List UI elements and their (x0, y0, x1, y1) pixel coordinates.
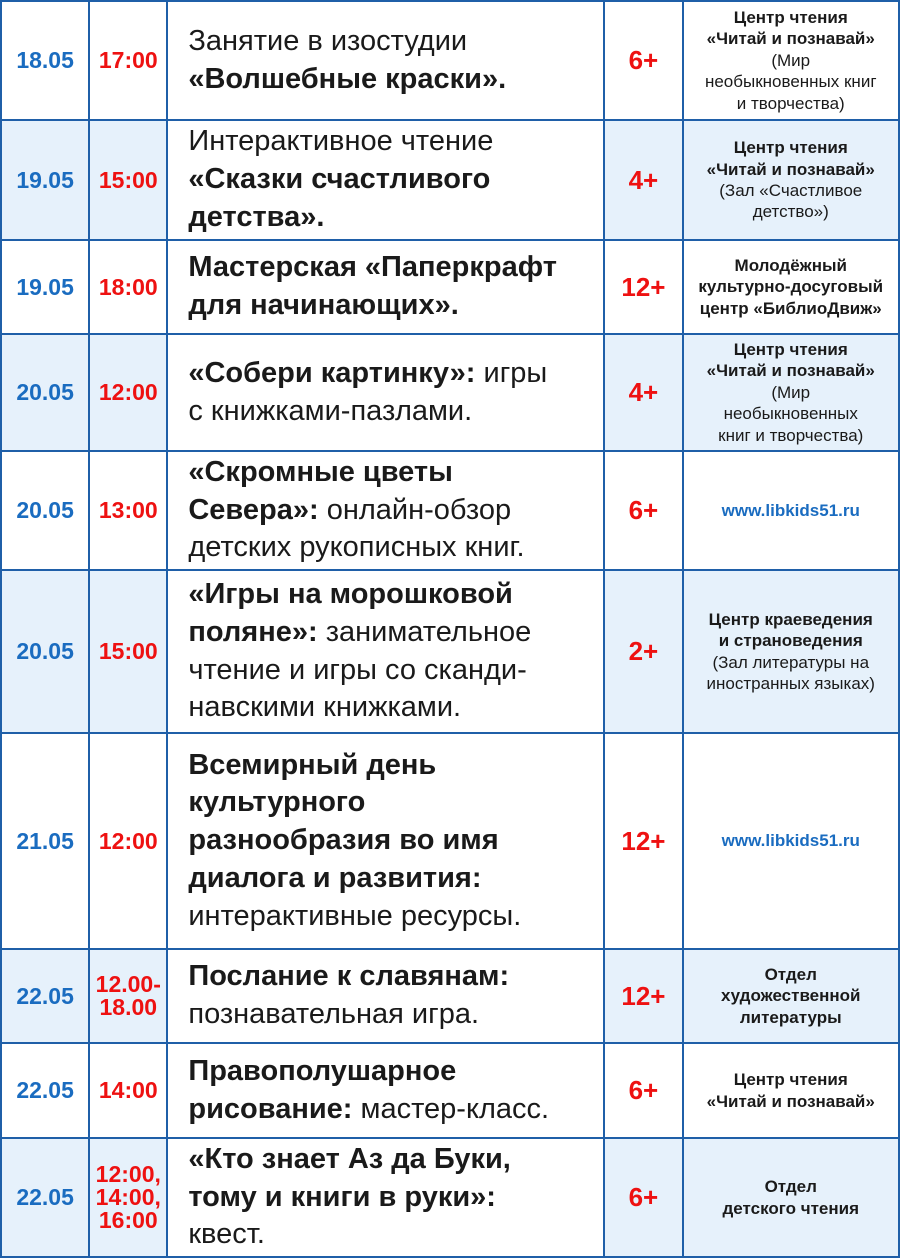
venue-name: Центр чтения «Читай и познавай» (706, 339, 875, 381)
event-title-bold: Мастерская «Паперкрафт для начинающих». (188, 251, 557, 321)
event-title-plain: Занятие в изостудии (188, 24, 468, 57)
event-title-rest: квест. (188, 1218, 265, 1251)
event-row (1, 733, 899, 949)
event-venue (683, 240, 900, 334)
event-age-rating: 6+ (604, 1043, 682, 1138)
event-title-bold: Правополушарное рисование: (188, 1054, 457, 1125)
event-title-rest: интерактивные ресурсы. (188, 899, 522, 932)
event-venue (683, 334, 900, 451)
event-time: 13:00 (89, 451, 167, 570)
event-title-rest: занимательное чтение и игры со сканди- навскими книжками. (188, 615, 532, 724)
event-time: 12.00- 18.00 (89, 949, 167, 1043)
event-title (167, 451, 604, 570)
event-row (1, 1043, 899, 1138)
event-venue (683, 570, 900, 733)
event-title-bold: «Волшебные краски». (188, 62, 507, 95)
event-age-rating: 2+ (604, 570, 682, 733)
event-title-bold: Послание к славянам: (188, 960, 510, 993)
event-venue (683, 1138, 900, 1257)
event-date: 20.05 (1, 451, 89, 570)
venue-detail: (Мир необыкновенных книг и творчества) (718, 382, 864, 445)
event-title (167, 1, 604, 120)
event-title (167, 733, 604, 949)
event-time: 15:00 (89, 120, 167, 240)
event-title-bold: «Скромные цветы Севера»: (188, 455, 453, 526)
event-title-plain: Интерактивное чтение (188, 125, 494, 158)
event-time: 15:00 (89, 570, 167, 733)
event-row (1, 949, 899, 1043)
event-time: 12:00 (89, 334, 167, 451)
event-row (1, 1, 899, 120)
event-title (167, 1043, 604, 1138)
event-title-rest: онлайн-обзор детских рукописных книг. (188, 493, 525, 564)
event-venue (683, 451, 900, 570)
event-title (167, 334, 604, 451)
venue-name: Центр краеведения и страноведения (708, 609, 873, 651)
event-time: 12:00, 14:00, 16:00 (89, 1138, 167, 1257)
event-title-bold: «Сказки счастливого детства». (188, 163, 491, 233)
event-row (1, 240, 899, 334)
event-time: 12:00 (89, 733, 167, 949)
event-age-rating: 12+ (604, 949, 682, 1043)
event-row (1, 1138, 899, 1257)
event-date: 18.05 (1, 1, 89, 120)
event-title-bold: «Игры на морошковой поляне»: (188, 578, 513, 648)
venue-name: Центр чтения «Читай и познавай» (706, 7, 875, 49)
event-time: 18:00 (89, 240, 167, 334)
event-title-rest: мастер-класс. (360, 1092, 550, 1125)
venue-name: Отдел художественной литературы (720, 964, 861, 1027)
venue-name: Молодёжный культурно-досуговый центр «БиблиоДвиж» (698, 255, 884, 318)
event-row (1, 120, 899, 240)
event-title-rest: познавательная игра. (188, 998, 480, 1030)
venue-name: Центр чтения «Читай и познавай» (706, 1070, 875, 1111)
event-age-rating: 12+ (604, 733, 682, 949)
event-age-rating: 6+ (604, 1138, 682, 1257)
venue-detail: (Зал литературы на иностранных языках) (706, 652, 875, 693)
venue-name: Центр чтения «Читай и познавай» (706, 138, 875, 179)
event-age-rating: 6+ (604, 1, 682, 120)
event-row (1, 334, 899, 451)
event-time: 17:00 (89, 1, 167, 120)
event-venue (683, 733, 900, 949)
event-venue (683, 1, 900, 120)
event-row (1, 451, 899, 570)
event-row (1, 570, 899, 733)
event-time: 14:00 (89, 1043, 167, 1138)
event-date: 20.05 (1, 334, 89, 451)
event-title (167, 120, 604, 240)
event-title (167, 1138, 604, 1257)
event-date: 22.05 (1, 949, 89, 1043)
event-title (167, 570, 604, 733)
event-title-bold: «Кто знает Аз да Буки, тому и книги в руки»: (188, 1142, 511, 1213)
event-date: 21.05 (1, 733, 89, 949)
event-age-rating: 6+ (604, 451, 682, 570)
event-title-bold: «Собери картинку»: (188, 356, 476, 389)
venue-website-link[interactable]: www.libkids51.ru (721, 500, 860, 520)
event-venue (683, 1043, 900, 1138)
event-title-rest: игры с книжками-пазлами. (188, 356, 548, 427)
venue-website-link[interactable]: www.libkids51.ru (721, 831, 860, 851)
event-age-rating: 4+ (604, 334, 682, 451)
event-date: 22.05 (1, 1043, 89, 1138)
event-age-rating: 4+ (604, 120, 682, 240)
event-title (167, 949, 604, 1043)
venue-name: Отдел детского чтения (722, 1177, 859, 1218)
event-age-rating: 12+ (604, 240, 682, 334)
event-venue (683, 949, 900, 1043)
venue-detail: (Мир необыкновенных книг и творчества) (704, 50, 877, 113)
event-venue (683, 120, 900, 240)
event-title-bold: Всемирный день культурного разнообразия во имя диалога и развития: (188, 748, 499, 894)
event-title (167, 240, 604, 334)
event-date: 20.05 (1, 570, 89, 733)
event-date: 19.05 (1, 120, 89, 240)
event-date: 22.05 (1, 1138, 89, 1257)
venue-detail: (Зал «Счастливое детство») (719, 181, 863, 222)
event-date: 19.05 (1, 240, 89, 334)
